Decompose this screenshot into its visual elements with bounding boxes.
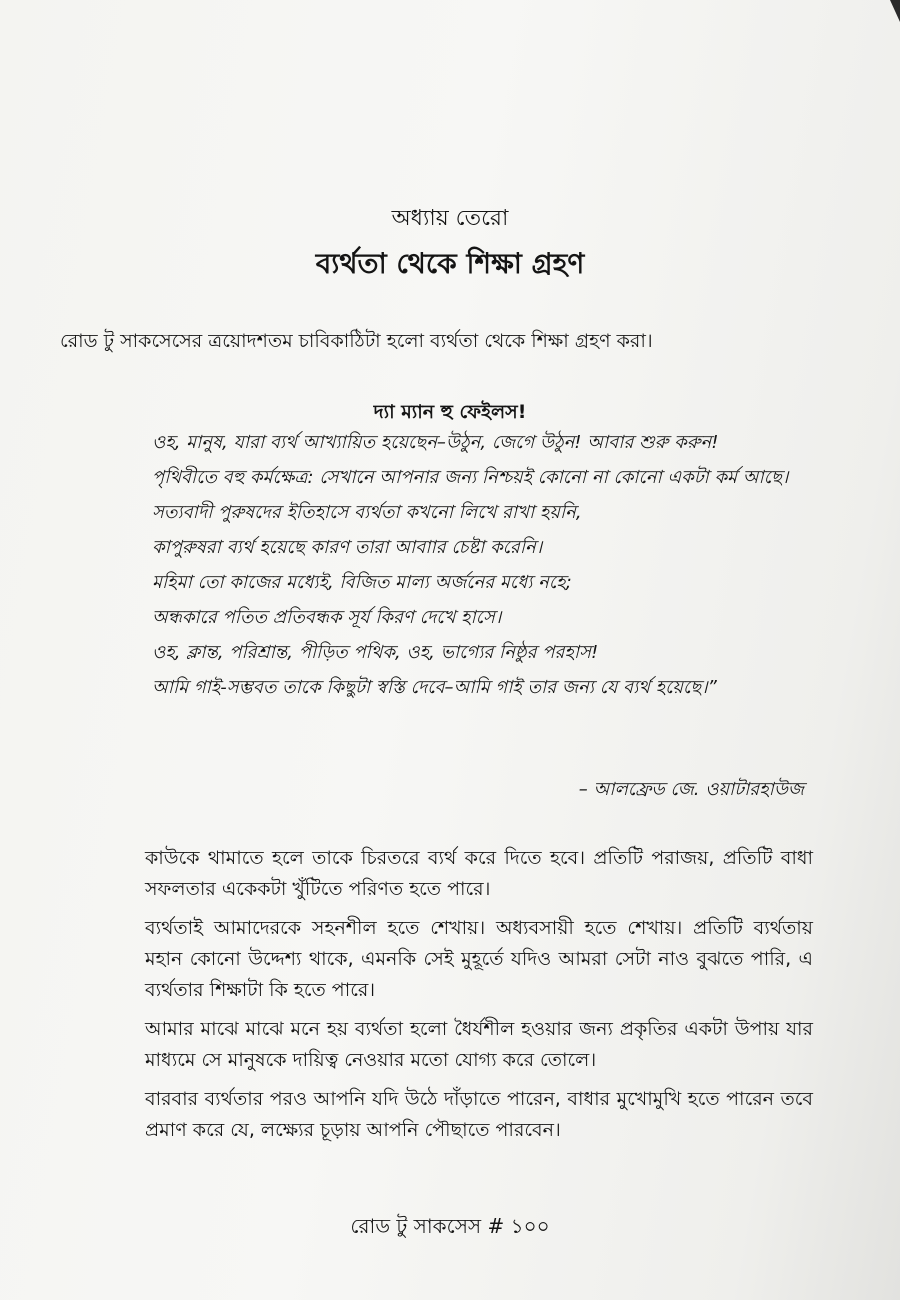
poem-line: ওহ, ক্লান্ত, পরিশ্রান্ত, পীড়িত পথিক, ওহ, ভাগ্যের নিষ্ঠুর পরহাস! xyxy=(152,642,599,663)
poem-line: মহিমা তো কাজের মধ্যেই, বিজিত মাল্য অর্জনের মধ্যে নহে; xyxy=(152,572,572,593)
poem-attribution: – আলফ্রেড জে. ওয়াটারহাউজ xyxy=(578,779,804,800)
poem-line: আমি গাই-সম্ভবত তাকে কিছুটা স্বস্তি দেবে–আমি গাই তার জন্য যে ব্যর্থ হয়েছে।” xyxy=(152,677,717,698)
intro-paragraph: রোড টু সাকসেসের ত্রয়োদশতম চাবিকাঠিটা হলো ব্যর্থতা থেকে শিক্ষা গ্রহণ করা। xyxy=(60,330,653,352)
page-footer: রোড টু সাকসেস # ১০০ xyxy=(350,1214,550,1238)
poem-line: কাপুরুষরা ব্যর্থ হয়েছে কারণ তারা আবাার চেষ্টা করেনি। xyxy=(152,537,543,558)
page-corner-shadow xyxy=(890,0,900,22)
chapter-title: ব্যর্থতা থেকে শিক্ষা গ্রহণ xyxy=(315,247,585,280)
body-paragraph: বারবার ব্যর্থতার পরও আপনি যদি উঠে দাঁড়াতে পারেন, বাধার মুখোমুখি হতে পারেন তবে প্রমাণ করে যে, লক্ষ্যের চূড়ায় আপনি পৌছাতে পারবেন। xyxy=(145,1088,813,1141)
poem-line: পৃথিবীতে বহু কর্মক্ষেত্র: সেখানে আপনার জন্য নিশ্চয়ই কোনো না কোনো একটা কর্ম আছে। xyxy=(152,467,789,488)
poem-line: সত্যবাদী পুরুষদের ইতিহাসে ব্যর্থতা কখনো লিখে রাখা হয়নি, xyxy=(152,502,582,523)
chapter-label: অধ্যায় তেরো xyxy=(391,206,509,231)
body-paragraph: কাউকে থামাতে হলে তাকে চিরতরে ব্যর্থ করে দিতে হবে। প্রতিটি পরাজয়, প্রতিটি বাধা সফলতার একেকটা খুঁটিতে পরিণত হতে পারে। xyxy=(145,847,813,900)
poem-line: অন্ধকারে পতিত প্রতিবন্ধক সূর্য কিরণ দেখে হাসে। xyxy=(152,607,502,628)
poem-title: দ্যা ম্যান হু ফেইলস! xyxy=(373,401,527,423)
poem xyxy=(152,428,812,708)
body-paragraph: ব্যর্থতাই আমাদেরকে সহনশীল হতে শেখায়। অধ্যবসায়ী হতে শেখায়। প্রতিটি ব্যর্থতায় মহান কোনো উদ্দেশ্য থাকে, এমনকি সেই মুহূর্তে যদিও আমরা সেটা নাও বুঝতে পারি, এ ব্যর্থতার শিক্ষাটা কি হতে পারে। xyxy=(145,917,813,1001)
poem-line: ওহ, মানুষ, যারা ব্যর্থ আখ্যায়িত হয়েছেন–উঠুন, জেগে উঠুন! আবার শুরু করুন! xyxy=(152,432,719,453)
body-paragraph: আমার মাঝে মাঝে মনে হয় ব্যর্থতা হলো ধৈর্যশীল হওয়ার জন্য প্রকৃতির একটা উপায় যার মাধ্যমে সে মানুষকে দায়িত্ব নেওয়ার মতো যোগ্য করে তোলে। xyxy=(145,1018,813,1071)
body-text xyxy=(145,843,813,1154)
